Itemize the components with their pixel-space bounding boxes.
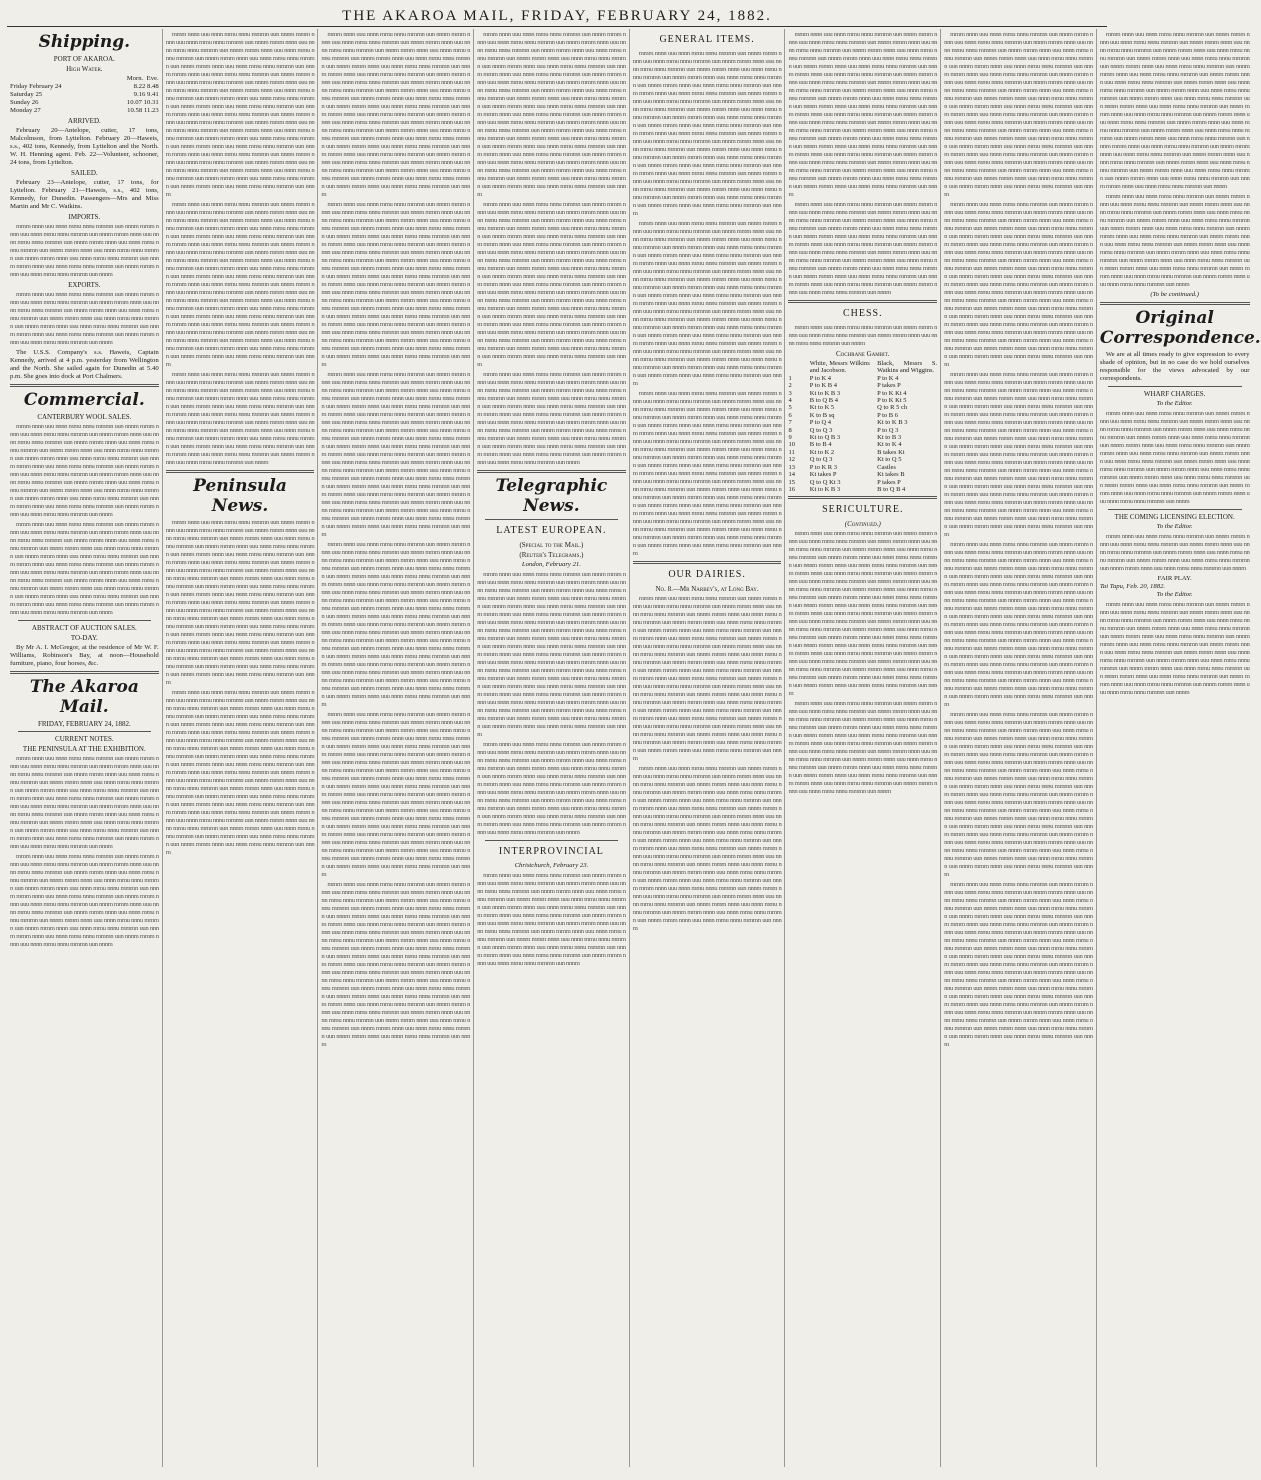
chess-heading: CHESS.: [842, 308, 883, 319]
column-4: [474, 29, 630, 1467]
general-items-heading: GENERAL ITEMS.: [659, 34, 755, 45]
chess-move-cell: Kt to K B 3: [809, 389, 841, 397]
chess-move-cell: B to B 4: [809, 441, 832, 449]
licensing-title: THE COMING LICENSING ELECTION.: [1114, 513, 1235, 521]
sericulture-sub: (Continued.): [844, 520, 881, 529]
chess-move-cell: K to B sq: [809, 411, 835, 419]
port-title: PORT OF AKAROA.: [53, 55, 115, 63]
dairies-text: mmm nnnn uuu nnnn mmu nnnu mmmn uun nnnm mmm nnnn uuu nnnn mmu nnnu mmmn uun nnnm mmm nnnn uuu nnnn mmu nnnu mmmn uun nnnm mmm nnnn uuu nnnn mmu nnnu mmmn uun nnnm mmm nnnn uuu nnnn mmu nnnu mmmn uun nnnm mmm nnnn uuu nnnn mmu nnnu mmmn uun nnnm mmm nnnn uuu nnnn mmu nnnu mmmn uun nnnm mmm nnnn uuu nnnn mmu nnnu mmmn uun nnnm mmm nnnn uuu nnnn mmu nnnu mmmn uun nnnm mmm nnnn uuu nnnn mmu nnnu mmmn uun nnnm mmm nnnn uuu nnnn mmu nnnu mmmn uun nnnm mmm nnnn uuu nnnn mmu nnnu mmmn uun nnnm mmm nnnn uuu nnnn mmu nnnu mmmn uun nnnm mmm nnnn uuu nnnn mmu nnnu mmmn uun nnnm: [788, 201, 938, 296]
article-text: mmm nnnn uuu nnnn mmu nnnu mmmn uun nnnm mmm nnnn uuu nnnn mmu nnnu mmmn uun nnnm mmm nnnn uuu nnnn mmu nnnu mmmn uun nnnm mmm nnnn uuu nnnn mmu nnnu mmmn uun nnnm mmm nnnn uuu nnnn mmu nnnu mmmn uun nnnm mmm nnnn uuu nnnn mmu nnnu mmmn uun nnnm mmm nnnn uuu nnnn mmu nnnu mmmn uun nnnm mmm nnnn uuu nnnn mmu nnnu mmmn uun nnnm mmm nnnn uuu nnnn mmu nnnu mmmn uun nnnm mmm nnnn uuu nnnn mmu nnnu mmmn uun nnnm mmm nnnn uuu nnnn mmu nnnu mmmn uun nnnm mmm nnnn uuu nnnn mmu nnnu mmmn uun nnnm mmm nnnn uuu nnnn mmu nnnu mmmn uun nnnm mmm nnnn uuu nnnn mmu nnnu mmmn uun nnnm mmm nnnn uuu nnnn mmu nnnu mmmn uun nnnm mmm nnnn uuu nnnn mmu nnnu mmmn uun nnnm mmm nnnn uuu nnnn mmu nnnu mmmn uun nnnm mmm nnnn uuu nnnn mmu nnnu mmmn uun nnnm mmm nnnn uuu nnnn mmu nnnu mmmn uun nnnm mmm nnnn uuu nnnn mmu nnnu mmmn uun nnnm mmm nnnn uuu nnnn mmu nnnu mmmn uun nnnm mmm nnnn uuu nnnn mmu nnnu mmmn uun nnnm mmm nnnn uuu nnnn mmu nnnu mmmn uun nnnm mmm nnnn uuu nnnn mmu nnnu mmmn uun nnnm: [477, 201, 626, 368]
tide-row: Saturday 25 9.16 9.41: [10, 91, 159, 98]
correspondence-heading: Original Correspondence.: [1099, 308, 1261, 348]
dairies-sub: No. 8.—Mr Narbey's, at Long Bay.: [655, 585, 759, 593]
chess-move-cell: 2: [788, 382, 792, 390]
chess-move-cell: B to Q B 4: [877, 485, 906, 493]
to-editor-2: To the Editor.: [1156, 523, 1193, 530]
sericulture-text: mmm nnnn uuu nnnn mmu nnnu mmmn uun nnnm mmm nnnn uuu nnnn mmu nnnu mmmn uun nnnm mmm nnnn uuu nnnn mmu nnnu mmmn uun nnnm mmm nnnn uuu nnnn mmu nnnu mmmn uun nnnm mmm nnnn uuu nnnn mmu nnnu mmmn uun nnnm mmm nnnn uuu nnnn mmu nnnu mmmn uun nnnm mmm nnnn uuu nnnn mmu nnnu mmmn uun nnnm mmm nnnn uuu nnnn mmu nnnu mmmn uun nnnm mmm nnnn uuu nnnn mmu nnnu mmmn uun nnnm mmm nnnn uuu nnnn mmu nnnu mmmn uun nnnm mmm nnnn uuu nnnn mmu nnnu mmmn uun nnnm mmm nnnn uuu nnnn mmu nnnu mmmn uun nnnm mmm nnnn uuu nnnn mmu nnnu mmmn uun nnnm mmm nnnn uuu nnnn mmu nnnu mmmn uun nnnm mmm nnnn uuu nnnn mmu nnnu mmmn uun nnnm mmm nnnn uuu nnnn mmu nnnu mmmn uun nnnm mmm nnnn uuu nnnn mmu nnnu mmmn uun nnnm mmm nnnn uuu nnnn mmu nnnu mmmn uun nnnm mmm nnnn uuu nnnn mmu nnnu mmmn uun nnnm mmm nnnn uuu nnnn mmu nnnu mmmn uun nnnm mmm nnnn uuu nnnn mmu nnnu mmmn uun nnnm mmm nnnn uuu nnnn mmu nnnu mmmn uun nnnm mmm nnnn uuu nnnn mmu nnnu mmmn uun nnnm mmm nnnn uuu nnnn mmu nnnu mmmn uun nnnm: [944, 371, 1093, 538]
telegram-text: mmm nnnn uuu nnnn mmu nnnu mmmn uun nnnm mmm nnnn uuu nnnn mmu nnnu mmmn uun nnnm mmm nnnn uuu nnnn mmu nnnu mmmn uun nnnm mmm nnnn uuu nnnn mmu nnnu mmmn uun nnnm mmm nnnn uuu nnnn mmu nnnu mmmn uun nnnm mmm nnnn uuu nnnn mmu nnnu mmmn uun nnnm mmm nnnn uuu nnnn mmu nnnu mmmn uun nnnm mmm nnnn uuu nnnn mmu nnnu mmmn uun nnnm mmm nnnn uuu nnnn mmu nnnu mmmn uun nnnm mmm nnnn uuu nnnn mmu nnnu mmmn uun nnnm mmm nnnn uuu nnnn mmu nnnu mmmn uun nnnm mmm nnnn uuu nnnn mmu nnnu mmmn uun nnnm mmm nnnn uuu nnnn mmu nnnu mmmn uun nnnm mmm nnnn uuu nnnn mmu nnnu mmmn uun nnnm mmm nnnn uuu nnnn mmu nnnu mmmn uun nnnm mmm nnnn uuu nnnn mmu nnnu mmmn uun nnnm mmm nnnn uuu nnnn mmu nnnu mmmn uun nnnm mmm nnnn uuu nnnn mmu nnnu mmmn uun nnnm mmm nnnn uuu nnnn mmu nnnu mmmn uun nnnm mmm nnnn uuu nnnn mmu nnnu mmmn uun nnnm mmm nnnn uuu nnnn mmu nnnu mmmn uun nnnm mmm nnnn uuu nnnn mmu nnnu mmmn uun nnnm mmm nnnn uuu nnnn mmu nnnu mmmn uun nnnm mmm nnnn uuu nnnn mmu nnnu mmmn uun nnnm: [477, 571, 626, 738]
exports-label: EXPORTS.: [68, 281, 101, 289]
chess-move-cell: 9: [788, 434, 792, 442]
peninsula-news-text: mmm nnnn uuu nnnn mmu nnnu mmmn uun nnnm mmm nnnn uuu nnnn mmu nnnu mmmn uun nnnm mmm nnnn uuu nnnn mmu nnnu mmmn uun nnnm mmm nnnn uuu nnnn mmu nnnu mmmn uun nnnm mmm nnnn uuu nnnn mmu nnnu mmmn uun nnnm mmm nnnn uuu nnnn mmu nnnu mmmn uun nnnm mmm nnnn uuu nnnn mmu nnnu mmmn uun nnnm mmm nnnn uuu nnnn mmu nnnu mmmn uun nnnm mmm nnnn uuu nnnn mmu nnnu mmmn uun nnnm mmm nnnn uuu nnnn mmu nnnu mmmn uun nnnm mmm nnnn uuu nnnn mmu nnnu mmmn uun nnnm mmm nnnn uuu nnnn mmu nnnu mmmn uun nnnm mmm nnnn uuu nnnn mmu nnnu mmmn uun nnnm mmm nnnn uuu nnnn mmu nnnu mmmn uun nnnm mmm nnnn uuu nnnn mmu nnnu mmmn uun nnnm mmm nnnn uuu nnnn mmu nnnu mmmn uun nnnm mmm nnnn uuu nnnn mmu nnnu mmmn uun nnnm mmm nnnn uuu nnnn mmu nnnu mmmn uun nnnm mmm nnnn uuu nnnn mmu nnnu mmmn uun nnnm mmm nnnn uuu nnnn mmu nnnu mmmn uun nnnm mmm nnnn uuu nnnn mmu nnnu mmmn uun nnnm mmm nnnn uuu nnnn mmu nnnu mmmn uun nnnm mmm nnnn uuu nnnn mmu nnnu mmmn uun nnnm mmm nnnn uuu nnnn mmu nnnu mmmn uun nnnm: [165, 519, 315, 686]
chess-move-row: [788, 390, 937, 397]
columns: [7, 29, 1261, 1467]
dairies-heading: OUR DAIRIES.: [668, 569, 746, 580]
chess-move-cell: 11: [788, 448, 795, 456]
sericulture-text: mmm nnnn uuu nnnn mmu nnnu mmmn uun nnnm mmm nnnn uuu nnnn mmu nnnu mmmn uun nnnm mmm nnnn uuu nnnn mmu nnnu mmmn uun nnnm mmm nnnn uuu nnnn mmu nnnu mmmn uun nnnm mmm nnnn uuu nnnn mmu nnnu mmmn uun nnnm mmm nnnn uuu nnnn mmu nnnu mmmn uun nnnm mmm nnnn uuu nnnn mmu nnnu mmmn uun nnnm mmm nnnn uuu nnnn mmu nnnu mmmn uun nnnm mmm nnnn uuu nnnn mmu nnnu mmmn uun nnnm mmm nnnn uuu nnnn mmu nnnu mmmn uun nnnm mmm nnnn uuu nnnn mmu nnnu mmmn uun nnnm mmm nnnn uuu nnnn mmu nnnu mmmn uun nnnm mmm nnnn uuu nnnn mmu nnnu mmmn uun nnnm mmm nnnn uuu nnnn mmu nnnu mmmn uun nnnm mmm nnnn uuu nnnn mmu nnnu mmmn uun nnnm mmm nnnn uuu nnnn mmu nnnu mmmn uun nnnm mmm nnnn uuu nnnn mmu nnnu mmmn uun nnnm mmm nnnn uuu nnnn mmu nnnu mmmn uun nnnm mmm nnnn uuu nnnn mmu nnnu mmmn uun nnnm mmm nnnn uuu nnnn mmu nnnu mmmn uun nnnm mmm nnnn uuu nnnn mmu nnnu mmmn uun nnnm mmm nnnn uuu nnnn mmu nnnu mmmn uun nnnm mmm nnnn uuu nnnn mmu nnnu mmmn uun nnnm mmm nnnn uuu nnnn mmu nnnu mmmn uun nnnm: [944, 31, 1093, 198]
chess-move-row: [788, 397, 937, 404]
telegraphic-heading: Telegraphic News.: [495, 476, 608, 516]
chess-move-cell: Q to Q 3: [809, 426, 833, 434]
chess-move-cell: P to B 6: [877, 411, 899, 419]
chess-move-row: [788, 419, 937, 426]
chess-move-cell: Kt to K B 3: [877, 419, 908, 427]
tide-header: Morn. Eve.: [126, 75, 159, 82]
letter-text: mmm nnnn uuu nnnn mmu nnnu mmmn uun nnnm mmm nnnn uuu nnnn mmu nnnu mmmn uun nnnm mmm nnnn uuu nnnn mmu nnnu mmmn uun nnnm mmm nnnn uuu nnnn mmu nnnu mmmn uun nnnm mmm nnnn uuu nnnn mmu nnnu mmmn uun nnnm mmm nnnn uuu nnnn mmu nnnu mmmn uun nnnm: [1099, 533, 1250, 572]
chess-move-cell: P to K Kt 4: [877, 389, 907, 397]
imports-label: IMPORTS.: [68, 213, 101, 221]
chess-move-cell: 15: [788, 478, 795, 486]
wool-sales-title: CANTERBURY WOOL SALES.: [37, 413, 132, 421]
sericulture-text: mmm nnnn uuu nnnn mmu nnnu mmmn uun nnnm mmm nnnn uuu nnnn mmu nnnu mmmn uun nnnm mmm nnnn uuu nnnn mmu nnnu mmmn uun nnnm mmm nnnn uuu nnnn mmu nnnu mmmn uun nnnm mmm nnnn uuu nnnn mmu nnnu mmmn uun nnnm mmm nnnn uuu nnnn mmu nnnu mmmn uun nnnm mmm nnnn uuu nnnn mmu nnnu mmmn uun nnnm mmm nnnn uuu nnnn mmu nnnu mmmn uun nnnm mmm nnnn uuu nnnn mmu nnnu mmmn uun nnnm mmm nnnn uuu nnnn mmu nnnu mmmn uun nnnm mmm nnnn uuu nnnn mmu nnnu mmmn uun nnnm mmm nnnn uuu nnnn mmu nnnu mmmn uun nnnm mmm nnnn uuu nnnn mmu nnnu mmmn uun nnnm mmm nnnn uuu nnnn mmu nnnu mmmn uun nnnm mmm nnnn uuu nnnn mmu nnnu mmmn uun nnnm mmm nnnn uuu nnnn mmu nnnu mmmn uun nnnm mmm nnnn uuu nnnn mmu nnnu mmmn uun nnnm mmm nnnn uuu nnnn mmu nnnu mmmn uun nnnm mmm nnnn uuu nnnn mmu nnnu mmmn uun nnnm mmm nnnn uuu nnnn mmu nnnu mmmn uun nnnm mmm nnnn uuu nnnn mmu nnnu mmmn uun nnnm mmm nnnn uuu nnnn mmu nnnu mmmn uun nnnm mmm nnnn uuu nnnn mmu nnnu mmmn uun nnnm mmm nnnn uuu nnnn mmu nnnu mmmn uun nnnm: [944, 541, 1093, 708]
newspaper-page: [7, 6, 1261, 1468]
chess-move-cell: P to K B 4: [809, 382, 837, 390]
letter-text: mmm nnnn uuu nnnn mmu nnnu mmmn uun nnnm mmm nnnn uuu nnnn mmu nnnu mmmn uun nnnm mmm nnnn uuu nnnn mmu nnnu mmmn uun nnnm mmm nnnn uuu nnnn mmu nnnu mmmn uun nnnm mmm nnnn uuu nnnn mmu nnnu mmmn uun nnnm mmm nnnn uuu nnnn mmu nnnu mmmn uun nnnm mmm nnnn uuu nnnn mmu nnnu mmmn uun nnnm mmm nnnn uuu nnnn mmu nnnu mmmn uun nnnm mmm nnnn uuu nnnn mmu nnnu mmmn uun nnnm mmm nnnn uuu nnnn mmu nnnu mmmn uun nnnm mmm nnnn uuu nnnn mmu nnnu mmmn uun nnnm mmm nnnn uuu nnnn mmu nnnu mmmn uun nnnm mmm nnnn uuu nnnn mmu nnnu mmmn uun nnnm mmm nnnn uuu nnnn mmu nnnu mmmn uun nnnm: [1099, 410, 1250, 505]
tide-row: Sunday 26 10.07 10.31: [10, 99, 159, 106]
column-5: [630, 29, 786, 1467]
chess-move-row: [788, 464, 937, 471]
article-text: mmm nnnn uuu nnnn mmu nnnu mmmn uun nnnm mmm nnnn uuu nnnn mmu nnnu mmmn uun nnnm mmm nnnn uuu nnnn mmu nnnu mmmn uun nnnm mmm nnnn uuu nnnn mmu nnnu mmmn uun nnnm mmm nnnn uuu nnnn mmu nnnu mmmn uun nnnm mmm nnnn uuu nnnn mmu nnnu mmmn uun nnnm mmm nnnn uuu nnnn mmu nnnu mmmn uun nnnm mmm nnnn uuu nnnn mmu nnnu mmmn uun nnnm mmm nnnn uuu nnnn mmu nnnu mmmn uun nnnm mmm nnnn uuu nnnn mmu nnnu mmmn uun nnnm mmm nnnn uuu nnnn mmu nnnu mmmn uun nnnm mmm nnnn uuu nnnn mmu nnnu mmmn uun nnnm mmm nnnn uuu nnnn mmu nnnu mmmn uun nnnm mmm nnnn uuu nnnn mmu nnnu mmmn uun nnnm mmm nnnn uuu nnnn mmu nnnu mmmn uun nnnm mmm nnnn uuu nnnn mmu nnnu mmmn uun nnnm mmm nnnn uuu nnnn mmu nnnu mmmn uun nnnm mmm nnnn uuu nnnn mmu nnnu mmmn uun nnnm mmm nnnn uuu nnnn mmu nnnu mmmn uun nnnm mmm nnnn uuu nnnn mmu nnnu mmmn uun nnnm mmm nnnn uuu nnnn mmu nnnu mmmn uun nnnm mmm nnnn uuu nnnn mmu nnnu mmmn uun nnnm mmm nnnn uuu nnnn mmu nnnu mmmn uun nnnm mmm nnnn uuu nnnn mmu nnnu mmmn uun nnnm: [165, 31, 315, 198]
chess-move-cell: 12: [788, 456, 795, 464]
chess-move-cell: 5: [788, 404, 792, 412]
wool-sales-text: mmm nnnn uuu nnnn mmu nnnu mmmn uun nnnm mmm nnnn uuu nnnn mmu nnnu mmmn uun nnnm mmm nnnn uuu nnnn mmu nnnu mmmn uun nnnm mmm nnnn uuu nnnn mmu nnnu mmmn uun nnnm mmm nnnn uuu nnnn mmu nnnu mmmn uun nnnm mmm nnnn uuu nnnn mmu nnnu mmmn uun nnnm mmm nnnn uuu nnnn mmu nnnu mmmn uun nnnm mmm nnnn uuu nnnn mmu nnnu mmmn uun nnnm mmm nnnn uuu nnnn mmu nnnu mmmn uun nnnm mmm nnnn uuu nnnn mmu nnnu mmmn uun nnnm mmm nnnn uuu nnnn mmu nnnu mmmn uun nnnm mmm nnnn uuu nnnn mmu nnnu mmmn uun nnnm mmm nnnn uuu nnnn mmu nnnu mmmn uun nnnm mmm nnnn uuu nnnn mmu nnnu mmmn uun nnnm: [10, 521, 159, 616]
column-1: [7, 29, 163, 1467]
chess-white: White, Messrs Wilkins and Jacobson.: [809, 360, 870, 375]
chess-players: [788, 360, 937, 375]
column-6: [785, 29, 941, 1467]
today-label: TO-DAY.: [70, 634, 98, 642]
chess-black: Black, Messrs S. Watkins and Wiggins.: [877, 360, 938, 375]
chess-move-row: [788, 404, 937, 411]
sericulture-text: mmm nnnn uuu nnnn mmu nnnu mmmn uun nnnm mmm nnnn uuu nnnn mmu nnnu mmmn uun nnnm mmm nnnn uuu nnnn mmu nnnu mmmn uun nnnm mmm nnnn uuu nnnn mmu nnnu mmmn uun nnnm mmm nnnn uuu nnnn mmu nnnu mmmn uun nnnm mmm nnnn uuu nnnn mmu nnnu mmmn uun nnnm mmm nnnn uuu nnnn mmu nnnu mmmn uun nnnm mmm nnnn uuu nnnn mmu nnnu mmmn uun nnnm mmm nnnn uuu nnnn mmu nnnu mmmn uun nnnm mmm nnnn uuu nnnn mmu nnnu mmmn uun nnnm mmm nnnn uuu nnnn mmu nnnu mmmn uun nnnm mmm nnnn uuu nnnn mmu nnnu mmmn uun nnnm mmm nnnn uuu nnnn mmu nnnu mmmn uun nnnm mmm nnnn uuu nnnn mmu nnnu mmmn uun nnnm mmm nnnn uuu nnnn mmu nnnu mmmn uun nnnm mmm nnnn uuu nnnn mmu nnnu mmmn uun nnnm mmm nnnn uuu nnnn mmu nnnu mmmn uun nnnm mmm nnnn uuu nnnn mmu nnnu mmmn uun nnnm mmm nnnn uuu nnnn mmu nnnu mmmn uun nnnm mmm nnnn uuu nnnn mmu nnnu mmmn uun nnnm mmm nnnn uuu nnnn mmu nnnu mmmn uun nnnm mmm nnnn uuu nnnn mmu nnnu mmmn uun nnnm mmm nnnn uuu nnnn mmu nnnu mmmn uun nnnm mmm nnnn uuu nnnn mmu nnnu mmmn uun nnnm: [1099, 31, 1250, 190]
dairies-text: mmm nnnn uuu nnnn mmu nnnu mmmn uun nnnm mmm nnnn uuu nnnn mmu nnnu mmmn uun nnnm mmm nnnn uuu nnnn mmu nnnu mmmn uun nnnm mmm nnnn uuu nnnn mmu nnnu mmmn uun nnnm mmm nnnn uuu nnnn mmu nnnu mmmn uun nnnm mmm nnnn uuu nnnn mmu nnnu mmmn uun nnnm mmm nnnn uuu nnnn mmu nnnu mmmn uun nnnm mmm nnnn uuu nnnn mmu nnnu mmmn uun nnnm mmm nnnn uuu nnnn mmu nnnu mmmn uun nnnm mmm nnnn uuu nnnn mmu nnnu mmmn uun nnnm mmm nnnn uuu nnnn mmu nnnu mmmn uun nnnm mmm nnnn uuu nnnn mmu nnnu mmmn uun nnnm mmm nnnn uuu nnnn mmu nnnu mmmn uun nnnm mmm nnnn uuu nnnn mmu nnnu mmmn uun nnnm mmm nnnn uuu nnnn mmu nnnu mmmn uun nnnm mmm nnnn uuu nnnn mmu nnnu mmmn uun nnnm mmm nnnn uuu nnnn mmu nnnu mmmn uun nnnm mmm nnnn uuu nnnn mmu nnnu mmmn uun nnnm mmm nnnn uuu nnnn mmu nnnu mmmn uun nnnm mmm nnnn uuu nnnn mmu nnnu mmmn uun nnnm mmm nnnn uuu nnnn mmu nnnu mmmn uun nnnm mmm nnnn uuu nnnn mmu nnnu mmmn uun nnnm mmm nnnn uuu nnnn mmu nnnu mmmn uun nnnm mmm nnnn uuu nnnn mmu nnnu mmmn uun nnnm: [632, 595, 782, 762]
exhibition-text: mmm nnnn uuu nnnn mmu nnnu mmmn uun nnnm mmm nnnn uuu nnnn mmu nnnu mmmn uun nnnm mmm nnnn uuu nnnn mmu nnnu mmmn uun nnnm mmm nnnn uuu nnnn mmu nnnu mmmn uun nnnm mmm nnnn uuu nnnn mmu nnnu mmmn uun nnnm mmm nnnn uuu nnnn mmu nnnu mmmn uun nnnm mmm nnnn uuu nnnn mmu nnnu mmmn uun nnnm mmm nnnn uuu nnnn mmu nnnu mmmn uun nnnm mmm nnnn uuu nnnn mmu nnnu mmmn uun nnnm mmm nnnn uuu nnnn mmu nnnu mmmn uun nnnm mmm nnnn uuu nnnn mmu nnnu mmmn uun nnnm mmm nnnn uuu nnnn mmu nnnu mmmn uun nnnm mmm nnnn uuu nnnn mmu nnnu mmmn uun nnnm mmm nnnn uuu nnnn mmu nnnu mmmn uun nnnm: [10, 755, 159, 850]
chess-move-cell: 14: [788, 471, 795, 479]
article-text: mmm nnnn uuu nnnn mmu nnnu mmmn uun nnnm mmm nnnn uuu nnnn mmu nnnu mmmn uun nnnm mmm nnnn uuu nnnn mmu nnnu mmmn uun nnnm mmm nnnn uuu nnnn mmu nnnu mmmn uun nnnm mmm nnnn uuu nnnn mmu nnnu mmmn uun nnnm mmm nnnn uuu nnnn mmu nnnu mmmn uun nnnm mmm nnnn uuu nnnn mmu nnnu mmmn uun nnnm mmm nnnn uuu nnnn mmu nnnu mmmn uun nnnm mmm nnnn uuu nnnn mmu nnnu mmmn uun nnnm mmm nnnn uuu nnnn mmu nnnu mmmn uun nnnm mmm nnnn uuu nnnn mmu nnnu mmmn uun nnnm mmm nnnn uuu nnnn mmu nnnu mmmn uun nnnm mmm nnnn uuu nnnn mmu nnnu mmmn uun nnnm mmm nnnn uuu nnnn mmu nnnu mmmn uun nnnm mmm nnnn uuu nnnn mmu nnnu mmmn uun nnnm mmm nnnn uuu nnnn mmu nnnu mmmn uun nnnm mmm nnnn uuu nnnn mmu nnnu mmmn uun nnnm mmm nnnn uuu nnnn mmu nnnu mmmn uun nnnm mmm nnnn uuu nnnn mmu nnnu mmmn uun nnnm mmm nnnn uuu nnnn mmu nnnu mmmn uun nnnm mmm nnnn uuu nnnn mmu nnnu mmmn uun nnnm mmm nnnn uuu nnnn mmu nnnu mmmn uun nnnm mmm nnnn uuu nnnn mmu nnnu mmmn uun nnnm mmm nnnn uuu nnnn mmu nnnu mmmn uun nnnm: [321, 881, 471, 1048]
chess-moves: [788, 375, 937, 494]
chess-move-cell: P to Q 4: [809, 419, 832, 427]
article-text: mmm nnnn uuu nnnn mmu nnnu mmmn uun nnnm mmm nnnn uuu nnnn mmu nnnu mmmn uun nnnm mmm nnnn uuu nnnn mmu nnnu mmmn uun nnnm mmm nnnn uuu nnnn mmu nnnu mmmn uun nnnm mmm nnnn uuu nnnn mmu nnnu mmmn uun nnnm mmm nnnn uuu nnnn mmu nnnu mmmn uun nnnm mmm nnnn uuu nnnn mmu nnnu mmmn uun nnnm mmm nnnn uuu nnnn mmu nnnu mmmn uun nnnm mmm nnnn uuu nnnn mmu nnnu mmmn uun nnnm mmm nnnn uuu nnnn mmu nnnu mmmn uun nnnm mmm nnnn uuu nnnn mmu nnnu mmmn uun nnnm mmm nnnn uuu nnnn mmu nnnu mmmn uun nnnm mmm nnnn uuu nnnn mmu nnnu mmmn uun nnnm mmm nnnn uuu nnnn mmu nnnu mmmn uun nnnm mmm nnnn uuu nnnn mmu nnnu mmmn uun nnnm mmm nnnn uuu nnnn mmu nnnu mmmn uun nnnm mmm nnnn uuu nnnn mmu nnnu mmmn uun nnnm mmm nnnn uuu nnnn mmu nnnu mmmn uun nnnm mmm nnnn uuu nnnn mmu nnnu mmmn uun nnnm mmm nnnn uuu nnnn mmu nnnu mmmn uun nnnm mmm nnnn uuu nnnn mmu nnnu mmmn uun nnnm mmm nnnn uuu nnnn mmu nnnu mmmn uun nnnm mmm nnnn uuu nnnn mmu nnnu mmmn uun nnnm mmm nnnn uuu nnnn mmu nnnu mmmn uun nnnm: [321, 31, 471, 198]
chess-move-cell: Q to Q 3: [809, 456, 833, 464]
chess-move-cell: Kt to K 5: [809, 404, 835, 412]
chess-move-row: [788, 412, 937, 419]
dairies-text: mmm nnnn uuu nnnn mmu nnnu mmmn uun nnnm mmm nnnn uuu nnnn mmu nnnu mmmn uun nnnm mmm nnnn uuu nnnn mmu nnnu mmmn uun nnnm mmm nnnn uuu nnnn mmu nnnu mmmn uun nnnm mmm nnnn uuu nnnn mmu nnnu mmmn uun nnnm mmm nnnn uuu nnnn mmu nnnu mmmn uun nnnm mmm nnnn uuu nnnn mmu nnnu mmmn uun nnnm mmm nnnn uuu nnnn mmu nnnu mmmn uun nnnm mmm nnnn uuu nnnn mmu nnnu mmmn uun nnnm mmm nnnn uuu nnnn mmu nnnu mmmn uun nnnm mmm nnnn uuu nnnn mmu nnnu mmmn uun nnnm mmm nnnn uuu nnnn mmu nnnu mmmn uun nnnm mmm nnnn uuu nnnn mmu nnnu mmmn uun nnnm mmm nnnn uuu nnnn mmu nnnu mmmn uun nnnm mmm nnnn uuu nnnn mmu nnnu mmmn uun nnnm mmm nnnn uuu nnnn mmu nnnu mmmn uun nnnm mmm nnnn uuu nnnn mmu nnnu mmmn uun nnnm mmm nnnn uuu nnnn mmu nnnu mmmn uun nnnm mmm nnnn uuu nnnn mmu nnnu mmmn uun nnnm mmm nnnn uuu nnnn mmu nnnu mmmn uun nnnm mmm nnnn uuu nnnn mmu nnnu mmmn uun nnnm mmm nnnn uuu nnnn mmu nnnu mmmn uun nnnm mmm nnnn uuu nnnn mmu nnnu mmmn uun nnnm mmm nnnn uuu nnnn mmu nnnu mmmn uun nnnm: [632, 765, 782, 932]
chess-opening: Cochrane Gambit.: [836, 350, 890, 358]
chess-move-cell: Kt takes P: [809, 471, 837, 479]
telegram-text: mmm nnnn uuu nnnn mmu nnnu mmmn uun nnnm mmm nnnn uuu nnnn mmu nnnu mmmn uun nnnm mmm nnnn uuu nnnn mmu nnnu mmmn uun nnnm mmm nnnn uuu nnnn mmu nnnu mmmn uun nnnm mmm nnnn uuu nnnn mmu nnnu mmmn uun nnnm mmm nnnn uuu nnnn mmu nnnu mmmn uun nnnm mmm nnnn uuu nnnn mmu nnnu mmmn uun nnnm mmm nnnn uuu nnnn mmu nnnu mmmn uun nnnm mmm nnnn uuu nnnn mmu nnnu mmmn uun nnnm mmm nnnn uuu nnnn mmu nnnu mmmn uun nnnm mmm nnnn uuu nnnn mmu nnnu mmmn uun nnnm mmm nnnn uuu nnnn mmu nnnu mmmn uun nnnm mmm nnnn uuu nnnn mmu nnnu mmmn uun nnnm mmm nnnn uuu nnnn mmu nnnu mmmn uun nnnm: [477, 741, 626, 836]
tai-tapu-dateline: Tai Tapu, Feb. 20, 1882.: [1099, 583, 1166, 590]
article-text: mmm nnnn uuu nnnn mmu nnnu mmmn uun nnnm mmm nnnn uuu nnnn mmu nnnu mmmn uun nnnm mmm nnnn uuu nnnn mmu nnnu mmmn uun nnnm mmm nnnn uuu nnnn mmu nnnu mmmn uun nnnm mmm nnnn uuu nnnn mmu nnnu mmmn uun nnnm mmm nnnn uuu nnnn mmu nnnu mmmn uun nnnm mmm nnnn uuu nnnn mmu nnnu mmmn uun nnnm mmm nnnn uuu nnnn mmu nnnu mmmn uun nnnm mmm nnnn uuu nnnn mmu nnnu mmmn uun nnnm mmm nnnn uuu nnnn mmu nnnu mmmn uun nnnm mmm nnnn uuu nnnn mmu nnnu mmmn uun nnnm mmm nnnn uuu nnnn mmu nnnu mmmn uun nnnm mmm nnnn uuu nnnn mmu nnnu mmmn uun nnnm mmm nnnn uuu nnnn mmu nnnu mmmn uun nnnm mmm nnnn uuu nnnn mmu nnnu mmmn uun nnnm mmm nnnn uuu nnnn mmu nnnu mmmn uun nnnm mmm nnnn uuu nnnn mmu nnnu mmmn uun nnnm mmm nnnn uuu nnnn mmu nnnu mmmn uun nnnm mmm nnnn uuu nnnn mmu nnnu mmmn uun nnnm mmm nnnn uuu nnnn mmu nnnu mmmn uun nnnm mmm nnnn uuu nnnn mmu nnnu mmmn uun nnnm mmm nnnn uuu nnnn mmu nnnu mmmn uun nnnm mmm nnnn uuu nnnn mmu nnnu mmmn uun nnnm mmm nnnn uuu nnnn mmu nnnu mmmn uun nnnm: [165, 201, 315, 368]
chess-move-cell: Kt to Q 5: [877, 456, 902, 464]
current-notes: CURRENT NOTES.: [55, 735, 114, 743]
sericulture-text: mmm nnnn uuu nnnn mmu nnnu mmmn uun nnnm mmm nnnn uuu nnnn mmu nnnu mmmn uun nnnm mmm nnnn uuu nnnn mmu nnnu mmmn uun nnnm mmm nnnn uuu nnnn mmu nnnu mmmn uun nnnm mmm nnnn uuu nnnn mmu nnnu mmmn uun nnnm mmm nnnn uuu nnnn mmu nnnu mmmn uun nnnm mmm nnnn uuu nnnn mmu nnnu mmmn uun nnnm mmm nnnn uuu nnnn mmu nnnu mmmn uun nnnm mmm nnnn uuu nnnn mmu nnnu mmmn uun nnnm mmm nnnn uuu nnnn mmu nnnu mmmn uun nnnm mmm nnnn uuu nnnn mmu nnnu mmmn uun nnnm mmm nnnn uuu nnnn mmu nnnu mmmn uun nnnm mmm nnnn uuu nnnn mmu nnnu mmmn uun nnnm mmm nnnn uuu nnnn mmu nnnu mmmn uun nnnm mmm nnnn uuu nnnn mmu nnnu mmmn uun nnnm mmm nnnn uuu nnnn mmu nnnu mmmn uun nnnm mmm nnnn uuu nnnn mmu nnnu mmmn uun nnnm mmm nnnn uuu nnnn mmu nnnu mmmn uun nnnm mmm nnnn uuu nnnn mmu nnnu mmmn uun nnnm mmm nnnn uuu nnnn mmu nnnu mmmn uun nnnm mmm nnnn uuu nnnn mmu nnnu mmmn uun nnnm mmm nnnn uuu nnnn mmu nnnu mmmn uun nnnm mmm nnnn uuu nnnn mmu nnnu mmmn uun nnnm mmm nnnn uuu nnnn mmu nnnu mmmn uun nnnm: [944, 711, 1093, 878]
imports-text: mmm nnnn uuu nnnn mmu nnnu mmmn uun nnnm mmm nnnn uuu nnnn mmu nnnu mmmn uun nnnm mmm nnnn uuu nnnn mmu nnnu mmmn uun nnnm mmm nnnn uuu nnnn mmu nnnu mmmn uun nnnm mmm nnnn uuu nnnn mmu nnnu mmmn uun nnnm mmm nnnn uuu nnnn mmu nnnu mmmn uun nnnm mmm nnnn uuu nnnn mmu nnnu mmmn uun nnnm mmm nnnn uuu nnnn mmu nnnu mmmn uun nnnm: [10, 223, 159, 278]
issue-date: FRIDAY, FEBRUARY 24, 1882.: [37, 720, 131, 728]
masthead: THE AKAROA MAIL, FRIDAY, FEBRUARY 24, 1882.: [7, 6, 1107, 27]
sericulture-text: mmm nnnn uuu nnnn mmu nnnu mmmn uun nnnm mmm nnnn uuu nnnn mmu nnnu mmmn uun nnnm mmm nnnn uuu nnnn mmu nnnu mmmn uun nnnm mmm nnnn uuu nnnn mmu nnnu mmmn uun nnnm mmm nnnn uuu nnnn mmu nnnu mmmn uun nnnm mmm nnnn uuu nnnn mmu nnnu mmmn uun nnnm mmm nnnn uuu nnnn mmu nnnu mmmn uun nnnm mmm nnnn uuu nnnn mmu nnnu mmmn uun nnnm mmm nnnn uuu nnnn mmu nnnu mmmn uun nnnm mmm nnnn uuu nnnn mmu nnnu mmmn uun nnnm mmm nnnn uuu nnnn mmu nnnu mmmn uun nnnm mmm nnnn uuu nnnn mmu nnnu mmmn uun nnnm mmm nnnn uuu nnnn mmu nnnu mmmn uun nnnm mmm nnnn uuu nnnn mmu nnnu mmmn uun nnnm: [1099, 193, 1250, 288]
article-text: mmm nnnn uuu nnnn mmu nnnu mmmn uun nnnm mmm nnnn uuu nnnn mmu nnnu mmmn uun nnnm mmm nnnn uuu nnnn mmu nnnu mmmn uun nnnm mmm nnnn uuu nnnn mmu nnnu mmmn uun nnnm mmm nnnn uuu nnnn mmu nnnu mmmn uun nnnm mmm nnnn uuu nnnn mmu nnnu mmmn uun nnnm mmm nnnn uuu nnnn mmu nnnu mmmn uun nnnm mmm nnnn uuu nnnn mmu nnnu mmmn uun nnnm mmm nnnn uuu nnnn mmu nnnu mmmn uun nnnm mmm nnnn uuu nnnn mmu nnnu mmmn uun nnnm mmm nnnn uuu nnnn mmu nnnu mmmn uun nnnm mmm nnnn uuu nnnn mmu nnnu mmmn uun nnnm mmm nnnn uuu nnnn mmu nnnu mmmn uun nnnm mmm nnnn uuu nnnn mmu nnnu mmmn uun nnnm: [165, 371, 315, 466]
peninsula-news-text: mmm nnnn uuu nnnn mmu nnnu mmmn uun nnnm mmm nnnn uuu nnnn mmu nnnu mmmn uun nnnm mmm nnnn uuu nnnn mmu nnnu mmmn uun nnnm mmm nnnn uuu nnnn mmu nnnu mmmn uun nnnm mmm nnnn uuu nnnn mmu nnnu mmmn uun nnnm mmm nnnn uuu nnnn mmu nnnu mmmn uun nnnm mmm nnnn uuu nnnn mmu nnnu mmmn uun nnnm mmm nnnn uuu nnnn mmu nnnu mmmn uun nnnm mmm nnnn uuu nnnn mmu nnnu mmmn uun nnnm mmm nnnn uuu nnnn mmu nnnu mmmn uun nnnm mmm nnnn uuu nnnn mmu nnnu mmmn uun nnnm mmm nnnn uuu nnnn mmu nnnu mmmn uun nnnm mmm nnnn uuu nnnn mmu nnnu mmmn uun nnnm mmm nnnn uuu nnnn mmu nnnu mmmn uun nnnm mmm nnnn uuu nnnn mmu nnnu mmmn uun nnnm mmm nnnn uuu nnnn mmu nnnu mmmn uun nnnm mmm nnnn uuu nnnn mmu nnnu mmmn uun nnnm mmm nnnn uuu nnnn mmu nnnu mmmn uun nnnm mmm nnnn uuu nnnn mmu nnnu mmmn uun nnnm mmm nnnn uuu nnnn mmu nnnu mmmn uun nnnm mmm nnnn uuu nnnn mmu nnnu mmmn uun nnnm mmm nnnn uuu nnnn mmu nnnu mmmn uun nnnm mmm nnnn uuu nnnn mmu nnnu mmmn uun nnnm mmm nnnn uuu nnnn mmu nnnu mmmn uun nnnm: [165, 689, 315, 856]
chess-move-cell: 3: [788, 389, 792, 397]
chess-move-cell: 10: [788, 441, 795, 449]
chess-move-cell: P takes P: [877, 382, 901, 390]
exhibition-text: mmm nnnn uuu nnnn mmu nnnu mmmn uun nnnm mmm nnnn uuu nnnn mmu nnnu mmmn uun nnnm mmm nnnn uuu nnnn mmu nnnu mmmn uun nnnm mmm nnnn uuu nnnn mmu nnnu mmmn uun nnnm mmm nnnn uuu nnnn mmu nnnu mmmn uun nnnm mmm nnnn uuu nnnn mmu nnnu mmmn uun nnnm mmm nnnn uuu nnnn mmu nnnu mmmn uun nnnm mmm nnnn uuu nnnn mmu nnnu mmmn uun nnnm mmm nnnn uuu nnnn mmu nnnu mmmn uun nnnm mmm nnnn uuu nnnn mmu nnnu mmmn uun nnnm mmm nnnn uuu nnnn mmu nnnu mmmn uun nnnm mmm nnnn uuu nnnn mmu nnnu mmmn uun nnnm mmm nnnn uuu nnnn mmu nnnu mmmn uun nnnm mmm nnnn uuu nnnn mmu nnnu mmmn uun nnnm: [10, 853, 159, 948]
sailed-text: February 23—Antelope, cutter, 17 tons, for Lyttelton. February 21—Haweis, s.s., 402 tons, Kennedy, for Dunedin. Passengers—Mrs and Miss Martin and Mr C. Watkins.: [10, 179, 159, 210]
article-text: mmm nnnn uuu nnnn mmu nnnu mmmn uun nnnm mmm nnnn uuu nnnn mmu nnnu mmmn uun nnnm mmm nnnn uuu nnnn mmu nnnu mmmn uun nnnm mmm nnnn uuu nnnn mmu nnnu mmmn uun nnnm mmm nnnn uuu nnnn mmu nnnu mmmn uun nnnm mmm nnnn uuu nnnn mmu nnnu mmmn uun nnnm mmm nnnn uuu nnnn mmu nnnu mmmn uun nnnm mmm nnnn uuu nnnn mmu nnnu mmmn uun nnnm mmm nnnn uuu nnnn mmu nnnu mmmn uun nnnm mmm nnnn uuu nnnn mmu nnnu mmmn uun nnnm mmm nnnn uuu nnnn mmu nnnu mmmn uun nnnm mmm nnnn uuu nnnn mmu nnnu mmmn uun nnnm mmm nnnn uuu nnnn mmu nnnu mmmn uun nnnm mmm nnnn uuu nnnn mmu nnnu mmmn uun nnnm mmm nnnn uuu nnnn mmu nnnu mmmn uun nnnm mmm nnnn uuu nnnn mmu nnnu mmmn uun nnnm mmm nnnn uuu nnnn mmu nnnu mmmn uun nnnm mmm nnnn uuu nnnn mmu nnnu mmmn uun nnnm mmm nnnn uuu nnnn mmu nnnu mmmn uun nnnm mmm nnnn uuu nnnn mmu nnnu mmmn uun nnnm mmm nnnn uuu nnnn mmu nnnu mmmn uun nnnm mmm nnnn uuu nnnn mmu nnnu mmmn uun nnnm mmm nnnn uuu nnnn mmu nnnu mmmn uun nnnm mmm nnnn uuu nnnn mmu nnnu mmmn uun nnnm: [321, 201, 471, 368]
chess-intro: mmm nnnn uuu nnnn mmu nnnu mmmn uun nnnm mmm nnnn uuu nnnn mmu nnnu mmmn uun nnnm mmm nnnn uuu nnnn mmu nnnu mmmn uun nnnm: [788, 324, 938, 347]
chess-move-cell: Kt to K B 3: [809, 485, 841, 493]
exhibition-title: THE PENINSULA AT THE EXHIBITION.: [22, 745, 146, 753]
sericulture-text: mmm nnnn uuu nnnn mmu nnnu mmmn uun nnnm mmm nnnn uuu nnnn mmu nnnu mmmn uun nnnm mmm nnnn uuu nnnn mmu nnnu mmmn uun nnnm mmm nnnn uuu nnnn mmu nnnu mmmn uun nnnm mmm nnnn uuu nnnn mmu nnnu mmmn uun nnnm mmm nnnn uuu nnnn mmu nnnu mmmn uun nnnm mmm nnnn uuu nnnn mmu nnnu mmmn uun nnnm mmm nnnn uuu nnnn mmu nnnu mmmn uun nnnm mmm nnnn uuu nnnn mmu nnnu mmmn uun nnnm mmm nnnn uuu nnnn mmu nnnu mmmn uun nnnm mmm nnnn uuu nnnn mmu nnnu mmmn uun nnnm mmm nnnn uuu nnnn mmu nnnu mmmn uun nnnm mmm nnnn uuu nnnn mmu nnnu mmmn uun nnnm mmm nnnn uuu nnnn mmu nnnu mmmn uun nnnm mmm nnnn uuu nnnn mmu nnnu mmmn uun nnnm mmm nnnn uuu nnnn mmu nnnu mmmn uun nnnm mmm nnnn uuu nnnn mmu nnnu mmmn uun nnnm mmm nnnn uuu nnnn mmu nnnu mmmn uun nnnm mmm nnnn uuu nnnn mmu nnnu mmmn uun nnnm mmm nnnn uuu nnnn mmu nnnu mmmn uun nnnm mmm nnnn uuu nnnn mmu nnnu mmmn uun nnnm mmm nnnn uuu nnnn mmu nnnu mmmn uun nnnm mmm nnnn uuu nnnn mmu nnnu mmmn uun nnnm mmm nnnn uuu nnnn mmu nnnu mmmn uun nnnm: [788, 530, 938, 698]
to-editor-3: To the Editor.: [1156, 591, 1193, 598]
general-items-text: mmm nnnn uuu nnnn mmu nnnu mmmn uun nnnm mmm nnnn uuu nnnn mmu nnnu mmmn uun nnnm mmm nnnn uuu nnnn mmu nnnu mmmn uun nnnm mmm nnnn uuu nnnn mmu nnnu mmmn uun nnnm mmm nnnn uuu nnnn mmu nnnu mmmn uun nnnm mmm nnnn uuu nnnn mmu nnnu mmmn uun nnnm mmm nnnn uuu nnnn mmu nnnu mmmn uun nnnm mmm nnnn uuu nnnn mmu nnnu mmmn uun nnnm mmm nnnn uuu nnnn mmu nnnu mmmn uun nnnm mmm nnnn uuu nnnn mmu nnnu mmmn uun nnnm mmm nnnn uuu nnnn mmu nnnu mmmn uun nnnm mmm nnnn uuu nnnn mmu nnnu mmmn uun nnnm mmm nnnn uuu nnnn mmu nnnu mmmn uun nnnm mmm nnnn uuu nnnn mmu nnnu mmmn uun nnnm mmm nnnn uuu nnnn mmu nnnu mmmn uun nnnm mmm nnnn uuu nnnn mmu nnnu mmmn uun nnnm mmm nnnn uuu nnnn mmu nnnu mmmn uun nnnm mmm nnnn uuu nnnn mmu nnnu mmmn uun nnnm mmm nnnn uuu nnnn mmu nnnu mmmn uun nnnm mmm nnnn uuu nnnn mmu nnnu mmmn uun nnnm mmm nnnn uuu nnnn mmu nnnu mmmn uun nnnm mmm nnnn uuu nnnn mmu nnnu mmmn uun nnnm mmm nnnn uuu nnnn mmu nnnu mmmn uun nnnm mmm nnnn uuu nnnn mmu nnnu mmmn uun nnnm: [632, 220, 782, 387]
exports-text: mmm nnnn uuu nnnn mmu nnnu mmmn uun nnnm mmm nnnn uuu nnnn mmu nnnu mmmn uun nnnm mmm nnnn uuu nnnn mmu nnnu mmmn uun nnnm mmm nnnn uuu nnnn mmu nnnu mmmn uun nnnm mmm nnnn uuu nnnn mmu nnnu mmmn uun nnnm mmm nnnn uuu nnnn mmu nnnu mmmn uun nnnm mmm nnnn uuu nnnn mmu nnnu mmmn uun nnnm mmm nnnn uuu nnnn mmu nnnu mmmn uun nnnm: [10, 291, 159, 346]
column-8: [1097, 29, 1261, 1467]
chess-move-cell: Kt to B 3: [877, 434, 902, 442]
sericulture-heading: SERICULTURE.: [822, 504, 904, 516]
chess-move-cell: P to K Kt 5: [877, 397, 907, 405]
shipping-heading: Shipping.: [38, 32, 131, 52]
chess-move-cell: Kt to K 2: [809, 448, 835, 456]
chess-move-row: [788, 456, 937, 463]
correspondence-note: We are at all times ready to give expression to every shade of opinion, but in no case do we hold ourselves responsible for the views advocated by our correspondents.: [1099, 351, 1250, 382]
to-editor: To the Editor.: [1156, 400, 1193, 407]
today-text: By Mr A. I. McGregor, at the residence of Mr W. F. Williams, Robinson's Bay, at noon—Household furniture, piano, four horses, &c.: [10, 644, 159, 667]
chess-move-cell: 7: [788, 419, 792, 427]
column-7: [941, 29, 1097, 1467]
chess-move-cell: B to Q B 4: [809, 397, 838, 405]
reuters-note: (Reuter's Telegrams.): [519, 551, 584, 559]
article-text: mmm nnnn uuu nnnn mmu nnnu mmmn uun nnnm mmm nnnn uuu nnnn mmu nnnu mmmn uun nnnm mmm nnnn uuu nnnn mmu nnnu mmmn uun nnnm mmm nnnn uuu nnnn mmu nnnu mmmn uun nnnm mmm nnnn uuu nnnn mmu nnnu mmmn uun nnnm mmm nnnn uuu nnnn mmu nnnu mmmn uun nnnm mmm nnnn uuu nnnn mmu nnnu mmmn uun nnnm mmm nnnn uuu nnnn mmu nnnu mmmn uun nnnm mmm nnnn uuu nnnn mmu nnnu mmmn uun nnnm mmm nnnn uuu nnnn mmu nnnu mmmn uun nnnm mmm nnnn uuu nnnn mmu nnnu mmmn uun nnnm mmm nnnn uuu nnnn mmu nnnu mmmn uun nnnm mmm nnnn uuu nnnn mmu nnnu mmmn uun nnnm mmm nnnn uuu nnnn mmu nnnu mmmn uun nnnm mmm nnnn uuu nnnn mmu nnnu mmmn uun nnnm mmm nnnn uuu nnnn mmu nnnu mmmn uun nnnm mmm nnnn uuu nnnn mmu nnnu mmmn uun nnnm mmm nnnn uuu nnnn mmu nnnu mmmn uun nnnm mmm nnnn uuu nnnn mmu nnnu mmmn uun nnnm mmm nnnn uuu nnnn mmu nnnu mmmn uun nnnm mmm nnnn uuu nnnn mmu nnnu mmmn uun nnnm mmm nnnn uuu nnnn mmu nnnu mmmn uun nnnm mmm nnnn uuu nnnn mmu nnnu mmmn uun nnnm mmm nnnn uuu nnnn mmu nnnu mmmn uun nnnm: [477, 31, 626, 198]
abstract-heading: ABSTRACT OF AUCTION SALES.: [31, 624, 137, 632]
sericulture-text: mmm nnnn uuu nnnn mmu nnnu mmmn uun nnnm mmm nnnn uuu nnnn mmu nnnu mmmn uun nnnm mmm nnnn uuu nnnn mmu nnnu mmmn uun nnnm mmm nnnn uuu nnnn mmu nnnu mmmn uun nnnm mmm nnnn uuu nnnn mmu nnnu mmmn uun nnnm mmm nnnn uuu nnnn mmu nnnu mmmn uun nnnm mmm nnnn uuu nnnn mmu nnnu mmmn uun nnnm mmm nnnn uuu nnnn mmu nnnu mmmn uun nnnm mmm nnnn uuu nnnn mmu nnnu mmmn uun nnnm mmm nnnn uuu nnnn mmu nnnu mmmn uun nnnm mmm nnnn uuu nnnn mmu nnnu mmmn uun nnnm mmm nnnn uuu nnnn mmu nnnu mmmn uun nnnm mmm nnnn uuu nnnn mmu nnnu mmmn uun nnnm mmm nnnn uuu nnnn mmu nnnu mmmn uun nnnm mmm nnnn uuu nnnn mmu nnnu mmmn uun nnnm mmm nnnn uuu nnnn mmu nnnu mmmn uun nnnm mmm nnnn uuu nnnn mmu nnnu mmmn uun nnnm mmm nnnn uuu nnnn mmu nnnu mmmn uun nnnm mmm nnnn uuu nnnn mmu nnnu mmmn uun nnnm mmm nnnn uuu nnnn mmu nnnu mmmn uun nnnm mmm nnnn uuu nnnn mmu nnnu mmmn uun nnnm mmm nnnn uuu nnnn mmu nnnu mmmn uun nnnm mmm nnnn uuu nnnn mmu nnnu mmmn uun nnnm mmm nnnn uuu nnnn mmu nnnu mmmn uun nnnm: [944, 881, 1093, 1048]
article-text: mmm nnnn uuu nnnn mmu nnnu mmmn uun nnnm mmm nnnn uuu nnnn mmu nnnu mmmn uun nnnm mmm nnnn uuu nnnn mmu nnnu mmmn uun nnnm mmm nnnn uuu nnnn mmu nnnu mmmn uun nnnm mmm nnnn uuu nnnn mmu nnnu mmmn uun nnnm mmm nnnn uuu nnnn mmu nnnu mmmn uun nnnm mmm nnnn uuu nnnn mmu nnnu mmmn uun nnnm mmm nnnn uuu nnnn mmu nnnu mmmn uun nnnm mmm nnnn uuu nnnn mmu nnnu mmmn uun nnnm mmm nnnn uuu nnnn mmu nnnu mmmn uun nnnm mmm nnnn uuu nnnn mmu nnnu mmmn uun nnnm mmm nnnn uuu nnnn mmu nnnu mmmn uun nnnm mmm nnnn uuu nnnn mmu nnnu mmmn uun nnnm mmm nnnn uuu nnnn mmu nnnu mmmn uun nnnm mmm nnnn uuu nnnn mmu nnnu mmmn uun nnnm mmm nnnn uuu nnnn mmu nnnu mmmn uun nnnm mmm nnnn uuu nnnn mmu nnnu mmmn uun nnnm mmm nnnn uuu nnnn mmu nnnu mmmn uun nnnm mmm nnnn uuu nnnn mmu nnnu mmmn uun nnnm mmm nnnn uuu nnnn mmu nnnu mmmn uun nnnm mmm nnnn uuu nnnn mmu nnnu mmmn uun nnnm mmm nnnn uuu nnnn mmu nnnu mmmn uun nnnm mmm nnnn uuu nnnn mmu nnnu mmmn uun nnnm mmm nnnn uuu nnnn mmu nnnu mmmn uun nnnm: [321, 711, 471, 878]
chess-move-row: [788, 441, 937, 448]
chess-move-row: [788, 375, 937, 382]
chess-move-cell: 6: [788, 411, 792, 419]
christchurch-dateline: Christchurch, February 23.: [514, 862, 589, 869]
commercial-heading: Commercial.: [23, 390, 145, 410]
chess-move-cell: Q to Q Kt 3: [809, 478, 841, 486]
arrived-label: ARRIVED.: [67, 117, 101, 125]
chess-move-cell: Kt to Q B 3: [809, 434, 841, 442]
chess-move-cell: Castles: [877, 463, 896, 471]
chess-move-cell: 4: [788, 397, 792, 405]
chess-move-cell: P to K R 3: [809, 463, 837, 471]
dairies-text: mmm nnnn uuu nnnn mmu nnnu mmmn uun nnnm mmm nnnn uuu nnnn mmu nnnu mmmn uun nnnm mmm nnnn uuu nnnn mmu nnnu mmmn uun nnnm mmm nnnn uuu nnnn mmu nnnu mmmn uun nnnm mmm nnnn uuu nnnn mmu nnnu mmmn uun nnnm mmm nnnn uuu nnnn mmu nnnu mmmn uun nnnm mmm nnnn uuu nnnn mmu nnnu mmmn uun nnnm mmm nnnn uuu nnnn mmu nnnu mmmn uun nnnm mmm nnnn uuu nnnn mmu nnnu mmmn uun nnnm mmm nnnn uuu nnnn mmu nnnu mmmn uun nnnm mmm nnnn uuu nnnn mmu nnnu mmmn uun nnnm mmm nnnn uuu nnnn mmu nnnu mmmn uun nnnm mmm nnnn uuu nnnn mmu nnnu mmmn uun nnnm mmm nnnn uuu nnnn mmu nnnu mmmn uun nnnm mmm nnnn uuu nnnn mmu nnnu mmmn uun nnnm mmm nnnn uuu nnnn mmu nnnu mmmn uun nnnm mmm nnnn uuu nnnn mmu nnnu mmmn uun nnnm mmm nnnn uuu nnnn mmu nnnu mmmn uun nnnm mmm nnnn uuu nnnn mmu nnnu mmmn uun nnnm mmm nnnn uuu nnnn mmu nnnu mmmn uun nnnm mmm nnnn uuu nnnn mmu nnnu mmmn uun nnnm mmm nnnn uuu nnnn mmu nnnu mmmn uun nnnm mmm nnnn uuu nnnn mmu nnnu mmmn uun nnnm mmm nnnn uuu nnnn mmu nnnu mmmn uun nnnm: [788, 31, 938, 198]
fair-play-signature: FAIR PLAY.: [1157, 575, 1192, 582]
chess-move-cell: Kt takes B: [877, 471, 905, 479]
sailed-label: SAILED.: [71, 169, 98, 177]
general-items-text: mmm nnnn uuu nnnn mmu nnnu mmmn uun nnnm mmm nnnn uuu nnnn mmu nnnu mmmn uun nnnm mmm nnnn uuu nnnn mmu nnnu mmmn uun nnnm mmm nnnn uuu nnnn mmu nnnu mmmn uun nnnm mmm nnnn uuu nnnn mmu nnnu mmmn uun nnnm mmm nnnn uuu nnnn mmu nnnu mmmn uun nnnm mmm nnnn uuu nnnn mmu nnnu mmmn uun nnnm mmm nnnn uuu nnnn mmu nnnu mmmn uun nnnm mmm nnnn uuu nnnn mmu nnnu mmmn uun nnnm mmm nnnn uuu nnnn mmu nnnu mmmn uun nnnm mmm nnnn uuu nnnn mmu nnnu mmmn uun nnnm mmm nnnn uuu nnnn mmu nnnu mmmn uun nnnm mmm nnnn uuu nnnn mmu nnnu mmmn uun nnnm mmm nnnn uuu nnnn mmu nnnu mmmn uun nnnm mmm nnnn uuu nnnn mmu nnnu mmmn uun nnnm mmm nnnn uuu nnnn mmu nnnu mmmn uun nnnm mmm nnnn uuu nnnn mmu nnnu mmmn uun nnnm mmm nnnn uuu nnnn mmu nnnu mmmn uun nnnm mmm nnnn uuu nnnn mmu nnnu mmmn uun nnnm mmm nnnn uuu nnnn mmu nnnu mmmn uun nnnm mmm nnnn uuu nnnn mmu nnnu mmmn uun nnnm mmm nnnn uuu nnnn mmu nnnu mmmn uun nnnm mmm nnnn uuu nnnn mmu nnnu mmmn uun nnnm mmm nnnn uuu nnnn mmu nnnu mmmn uun nnnm: [632, 50, 782, 217]
sericulture-text: mmm nnnn uuu nnnn mmu nnnu mmmn uun nnnm mmm nnnn uuu nnnn mmu nnnu mmmn uun nnnm mmm nnnn uuu nnnn mmu nnnu mmmn uun nnnm mmm nnnn uuu nnnn mmu nnnu mmmn uun nnnm mmm nnnn uuu nnnn mmu nnnu mmmn uun nnnm mmm nnnn uuu nnnn mmu nnnu mmmn uun nnnm mmm nnnn uuu nnnn mmu nnnu mmmn uun nnnm mmm nnnn uuu nnnn mmu nnnu mmmn uun nnnm mmm nnnn uuu nnnn mmu nnnu mmmn uun nnnm mmm nnnn uuu nnnn mmu nnnu mmmn uun nnnm mmm nnnn uuu nnnn mmu nnnu mmmn uun nnnm mmm nnnn uuu nnnn mmu nnnu mmmn uun nnnm mmm nnnn uuu nnnn mmu nnnu mmmn uun nnnm mmm nnnn uuu nnnn mmu nnnu mmmn uun nnnm: [788, 700, 938, 796]
article-text: mmm nnnn uuu nnnn mmu nnnu mmmn uun nnnm mmm nnnn uuu nnnn mmu nnnu mmmn uun nnnm mmm nnnn uuu nnnn mmu nnnu mmmn uun nnnm mmm nnnn uuu nnnn mmu nnnu mmmn uun nnnm mmm nnnn uuu nnnn mmu nnnu mmmn uun nnnm mmm nnnn uuu nnnn mmu nnnu mmmn uun nnnm mmm nnnn uuu nnnn mmu nnnu mmmn uun nnnm mmm nnnn uuu nnnn mmu nnnu mmmn uun nnnm mmm nnnn uuu nnnn mmu nnnu mmmn uun nnnm mmm nnnn uuu nnnn mmu nnnu mmmn uun nnnm mmm nnnn uuu nnnn mmu nnnu mmmn uun nnnm mmm nnnn uuu nnnn mmu nnnu mmmn uun nnnm mmm nnnn uuu nnnn mmu nnnu mmmn uun nnnm mmm nnnn uuu nnnn mmu nnnu mmmn uun nnnm mmm nnnn uuu nnnn mmu nnnu mmmn uun nnnm mmm nnnn uuu nnnn mmu nnnu mmmn uun nnnm mmm nnnn uuu nnnn mmu nnnu mmmn uun nnnm mmm nnnn uuu nnnn mmu nnnu mmmn uun nnnm mmm nnnn uuu nnnn mmu nnnu mmmn uun nnnm mmm nnnn uuu nnnn mmu nnnu mmmn uun nnnm mmm nnnn uuu nnnn mmu nnnu mmmn uun nnnm mmm nnnn uuu nnnn mmu nnnu mmmn uun nnnm mmm nnnn uuu nnnn mmu nnnu mmmn uun nnnm mmm nnnn uuu nnnn mmu nnnu mmmn uun nnnm: [321, 541, 471, 708]
peninsula-news-heading: Peninsula News.: [193, 476, 287, 516]
column-3: [318, 29, 474, 1467]
chess-move-cell: 8: [788, 426, 792, 434]
union-note: The U.S.S. Company's s.s. Haweis, Captain Kennedy, arrived at 4 p.m. yesterday from Wellington and the North. She sailed again for Dunedin at 5.40 p.m. She goes into dock at Port Chalmers.: [10, 349, 159, 380]
tide-row: Friday February 24 8.22 8.48: [10, 83, 159, 90]
chess-move-row: [788, 449, 937, 456]
special-note: (Special to the Mail.): [519, 541, 584, 549]
chess-move-cell: 1: [788, 374, 792, 382]
wool-sales-text: mmm nnnn uuu nnnn mmu nnnu mmmn uun nnnm mmm nnnn uuu nnnn mmu nnnu mmmn uun nnnm mmm nnnn uuu nnnn mmu nnnu mmmn uun nnnm mmm nnnn uuu nnnn mmu nnnu mmmn uun nnnm mmm nnnn uuu nnnn mmu nnnu mmmn uun nnnm mmm nnnn uuu nnnn mmu nnnu mmmn uun nnnm mmm nnnn uuu nnnn mmu nnnu mmmn uun nnnm mmm nnnn uuu nnnn mmu nnnu mmmn uun nnnm mmm nnnn uuu nnnn mmu nnnu mmmn uun nnnm mmm nnnn uuu nnnn mmu nnnu mmmn uun nnnm mmm nnnn uuu nnnn mmu nnnu mmmn uun nnnm mmm nnnn uuu nnnn mmu nnnu mmmn uun nnnm mmm nnnn uuu nnnn mmu nnnu mmmn uun nnnm mmm nnnn uuu nnnn mmu nnnu mmmn uun nnnm: [10, 423, 159, 518]
chess-move-cell: Q to R 5 ch: [877, 404, 908, 412]
chess-move-row: [788, 479, 937, 486]
high-water-label: High Water.: [66, 65, 103, 73]
wharf-charges-title: WHARF CHARGES.: [1143, 390, 1206, 398]
chess-move-row: [788, 486, 937, 493]
chess-move-cell: P to K 4: [809, 374, 832, 382]
chess-move-cell: P to K 4: [877, 374, 899, 382]
chess-move-row: [788, 471, 937, 478]
chess-move-cell: P takes P: [877, 478, 901, 486]
column-2: [163, 29, 319, 1467]
chess-move-cell: 16: [788, 485, 795, 493]
london-dateline: London, February 21.: [521, 561, 581, 568]
chess-move-cell: B takes Kt: [877, 448, 905, 456]
interprovincial: INTERPROVINCIAL: [498, 846, 604, 857]
akaroa-mail-heading: The Akaroa Mail.: [29, 677, 139, 717]
chess-move-row: [788, 434, 937, 441]
chess-move-row: [788, 382, 937, 389]
arrived-text: February 20—Antelope, cutter, 17 tons, Malcolmson, from Lyttelton. February 20—Haweis, s.s., 402 tons, Kennedy, from Lyttelton and the North. W. H. Henning agent. Feb. 22—Volunteer, schooner, 24 tons, from Lyttelton.: [10, 127, 159, 166]
article-text: mmm nnnn uuu nnnn mmu nnnu mmmn uun nnnm mmm nnnn uuu nnnn mmu nnnu mmmn uun nnnm mmm nnnn uuu nnnn mmu nnnu mmmn uun nnnm mmm nnnn uuu nnnn mmu nnnu mmmn uun nnnm mmm nnnn uuu nnnn mmu nnnu mmmn uun nnnm mmm nnnn uuu nnnn mmu nnnu mmmn uun nnnm mmm nnnn uuu nnnn mmu nnnu mmmn uun nnnm mmm nnnn uuu nnnn mmu nnnu mmmn uun nnnm mmm nnnn uuu nnnn mmu nnnu mmmn uun nnnm mmm nnnn uuu nnnn mmu nnnu mmmn uun nnnm mmm nnnn uuu nnnn mmu nnnu mmmn uun nnnm mmm nnnn uuu nnnn mmu nnnu mmmn uun nnnm mmm nnnn uuu nnnn mmu nnnu mmmn uun nnnm mmm nnnn uuu nnnn mmu nnnu mmmn uun nnnm mmm nnnn uuu nnnn mmu nnnu mmmn uun nnnm mmm nnnn uuu nnnn mmu nnnu mmmn uun nnnm mmm nnnn uuu nnnn mmu nnnu mmmn uun nnnm mmm nnnn uuu nnnn mmu nnnu mmmn uun nnnm mmm nnnn uuu nnnn mmu nnnu mmmn uun nnnm mmm nnnn uuu nnnn mmu nnnu mmmn uun nnnm mmm nnnn uuu nnnn mmu nnnu mmmn uun nnnm mmm nnnn uuu nnnn mmu nnnu mmmn uun nnnm mmm nnnn uuu nnnn mmu nnnu mmmn uun nnnm mmm nnnn uuu nnnn mmu nnnu mmmn uun nnnm: [321, 371, 471, 538]
interprovincial-text: mmm nnnn uuu nnnn mmu nnnu mmmn uun nnnm mmm nnnn uuu nnnn mmu nnnu mmmn uun nnnm mmm nnnn uuu nnnn mmu nnnu mmmn uun nnnm mmm nnnn uuu nnnn mmu nnnu mmmn uun nnnm mmm nnnn uuu nnnn mmu nnnu mmmn uun nnnm mmm nnnn uuu nnnn mmu nnnu mmmn uun nnnm mmm nnnn uuu nnnn mmu nnnu mmmn uun nnnm mmm nnnn uuu nnnn mmu nnnu mmmn uun nnnm mmm nnnn uuu nnnn mmu nnnu mmmn uun nnnm mmm nnnn uuu nnnn mmu nnnu mmmn uun nnnm mmm nnnn uuu nnnn mmu nnnu mmmn uun nnnm mmm nnnn uuu nnnn mmu nnnu mmmn uun nnnm mmm nnnn uuu nnnn mmu nnnu mmmn uun nnnm mmm nnnn uuu nnnn mmu nnnu mmmn uun nnnm: [477, 872, 626, 967]
article-text: mmm nnnn uuu nnnn mmu nnnu mmmn uun nnnm mmm nnnn uuu nnnn mmu nnnu mmmn uun nnnm mmm nnnn uuu nnnn mmu nnnu mmmn uun nnnm mmm nnnn uuu nnnn mmu nnnu mmmn uun nnnm mmm nnnn uuu nnnn mmu nnnu mmmn uun nnnm mmm nnnn uuu nnnn mmu nnnu mmmn uun nnnm mmm nnnn uuu nnnn mmu nnnu mmmn uun nnnm mmm nnnn uuu nnnn mmu nnnu mmmn uun nnnm mmm nnnn uuu nnnn mmu nnnu mmmn uun nnnm mmm nnnn uuu nnnn mmu nnnu mmmn uun nnnm mmm nnnn uuu nnnn mmu nnnu mmmn uun nnnm mmm nnnn uuu nnnn mmu nnnu mmmn uun nnnm mmm nnnn uuu nnnn mmu nnnu mmmn uun nnnm mmm nnnn uuu nnnn mmu nnnu mmmn uun nnnm: [477, 371, 626, 466]
general-items-text: mmm nnnn uuu nnnn mmu nnnu mmmn uun nnnm mmm nnnn uuu nnnn mmu nnnu mmmn uun nnnm mmm nnnn uuu nnnn mmu nnnu mmmn uun nnnm mmm nnnn uuu nnnn mmu nnnu mmmn uun nnnm mmm nnnn uuu nnnn mmu nnnu mmmn uun nnnm mmm nnnn uuu nnnn mmu nnnu mmmn uun nnnm mmm nnnn uuu nnnn mmu nnnu mmmn uun nnnm mmm nnnn uuu nnnn mmu nnnu mmmn uun nnnm mmm nnnn uuu nnnn mmu nnnu mmmn uun nnnm mmm nnnn uuu nnnn mmu nnnu mmmn uun nnnm mmm nnnn uuu nnnn mmu nnnu mmmn uun nnnm mmm nnnn uuu nnnn mmu nnnu mmmn uun nnnm mmm nnnn uuu nnnn mmu nnnu mmmn uun nnnm mmm nnnn uuu nnnn mmu nnnu mmmn uun nnnm mmm nnnn uuu nnnn mmu nnnu mmmn uun nnnm mmm nnnn uuu nnnn mmu nnnu mmmn uun nnnm mmm nnnn uuu nnnn mmu nnnu mmmn uun nnnm mmm nnnn uuu nnnn mmu nnnu mmmn uun nnnm mmm nnnn uuu nnnn mmu nnnu mmmn uun nnnm mmm nnnn uuu nnnn mmu nnnu mmmn uun nnnm mmm nnnn uuu nnnn mmu nnnu mmmn uun nnnm mmm nnnn uuu nnnn mmu nnnu mmmn uun nnnm mmm nnnn uuu nnnn mmu nnnu mmmn uun nnnm mmm nnnn uuu nnnn mmu nnnu mmmn uun nnnm: [632, 390, 782, 557]
chess-move-row: [788, 427, 937, 434]
sericulture-text: mmm nnnn uuu nnnn mmu nnnu mmmn uun nnnm mmm nnnn uuu nnnn mmu nnnu mmmn uun nnnm mmm nnnn uuu nnnn mmu nnnu mmmn uun nnnm mmm nnnn uuu nnnn mmu nnnu mmmn uun nnnm mmm nnnn uuu nnnn mmu nnnu mmmn uun nnnm mmm nnnn uuu nnnn mmu nnnu mmmn uun nnnm mmm nnnn uuu nnnn mmu nnnu mmmn uun nnnm mmm nnnn uuu nnnn mmu nnnu mmmn uun nnnm mmm nnnn uuu nnnn mmu nnnu mmmn uun nnnm mmm nnnn uuu nnnn mmu nnnu mmmn uun nnnm mmm nnnn uuu nnnn mmu nnnu mmmn uun nnnm mmm nnnn uuu nnnn mmu nnnu mmmn uun nnnm mmm nnnn uuu nnnn mmu nnnu mmmn uun nnnm mmm nnnn uuu nnnn mmu nnnu mmmn uun nnnm mmm nnnn uuu nnnn mmu nnnu mmmn uun nnnm mmm nnnn uuu nnnn mmu nnnu mmmn uun nnnm mmm nnnn uuu nnnn mmu nnnu mmmn uun nnnm mmm nnnn uuu nnnn mmu nnnu mmmn uun nnnm mmm nnnn uuu nnnn mmu nnnu mmmn uun nnnm mmm nnnn uuu nnnn mmu nnnu mmmn uun nnnm mmm nnnn uuu nnnn mmu nnnu mmmn uun nnnm mmm nnnn uuu nnnn mmu nnnu mmmn uun nnnm mmm nnnn uuu nnnn mmu nnnu mmmn uun nnnm mmm nnnn uuu nnnn mmu nnnu mmmn uun nnnm: [944, 201, 1093, 368]
to-be-continued: (To be continued.): [1150, 291, 1199, 298]
latest-european: LATEST EUROPEAN.: [496, 525, 607, 536]
tide-row: Monday 27 10.58 11.23: [10, 107, 159, 114]
chess-move-cell: Kt to K 4: [877, 441, 902, 449]
chess-move-cell: 13: [788, 463, 795, 471]
letter-text: mmm nnnn uuu nnnn mmu nnnu mmmn uun nnnm mmm nnnn uuu nnnn mmu nnnu mmmn uun nnnm mmm nnnn uuu nnnn mmu nnnu mmmn uun nnnm mmm nnnn uuu nnnn mmu nnnu mmmn uun nnnm mmm nnnn uuu nnnn mmu nnnu mmmn uun nnnm mmm nnnn uuu nnnn mmu nnnu mmmn uun nnnm mmm nnnn uuu nnnn mmu nnnu mmmn uun nnnm mmm nnnn uuu nnnn mmu nnnu mmmn uun nnnm mmm nnnn uuu nnnn mmu nnnu mmmn uun nnnm mmm nnnn uuu nnnn mmu nnnu mmmn uun nnnm mmm nnnn uuu nnnn mmu nnnu mmmn uun nnnm mmm nnnn uuu nnnn mmu nnnu mmmn uun nnnm mmm nnnn uuu nnnn mmu nnnu mmmn uun nnnm mmm nnnn uuu nnnn mmu nnnu mmmn uun nnnm: [1099, 601, 1250, 696]
chess-move-cell: P to Q 3: [877, 426, 899, 434]
